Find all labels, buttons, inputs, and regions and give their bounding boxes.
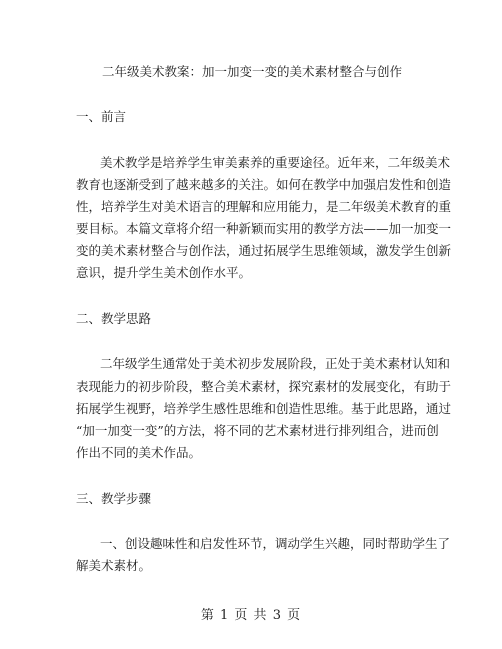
section-heading-teaching-idea: 二、教学思路 xyxy=(76,311,152,326)
paragraph-line: 美术教学是培养学生审美素养的重要途径。近年来，二年级美术 xyxy=(100,155,451,170)
paragraph-line: 变的美术素材整合与创作法，通过拓展学生思维领域，激发学生创新 xyxy=(76,243,452,258)
paragraph-line: 拓展学生视野，培养学生感性思维和创造性思维。基于此思路，通过 xyxy=(76,401,452,416)
paragraph-line: 教育也逐渐受到了越来越多的关注。如何在教学中加强启发性和创造 xyxy=(76,177,452,192)
paragraph-line: 表现能力的初步阶段，整合美术素材，探究素材的发展变化，有助于 xyxy=(76,379,452,394)
page-footer: 第 1 页 共 3 页 xyxy=(200,608,302,623)
paragraph-line: “加一加变一变”的方法，将不同的艺术素材进行排列组合，进而创 xyxy=(76,423,439,438)
paragraph-line: 性，培养学生对美术语言的理解和应用能力，是二年级美术教育的重 xyxy=(76,199,452,214)
paragraph-line: 解美术素材。 xyxy=(76,558,152,573)
section-heading-teaching-steps: 三、教学步骤 xyxy=(76,491,152,506)
paragraph-line: 作出不同的美术作品。 xyxy=(76,445,202,460)
section-heading-preface: 一、前言 xyxy=(76,109,127,124)
paragraph-line: 意识，提升学生美术创作水平。 xyxy=(76,265,252,280)
paragraph-line: 要目标。本篇文章将介绍一种新颖而实用的教学方法——加一加变一 xyxy=(76,221,452,236)
paragraph-line: 一、创设趣味性和启发性环节，调动学生兴趣，同时帮助学生了 xyxy=(100,536,451,551)
paragraph-line: 二年级学生通常处于美术初步发展阶段，正处于美术素材认知和 xyxy=(100,356,451,371)
document-title: 二年级美术教案：加一加变一变的美术素材整合与创作 xyxy=(102,64,403,79)
